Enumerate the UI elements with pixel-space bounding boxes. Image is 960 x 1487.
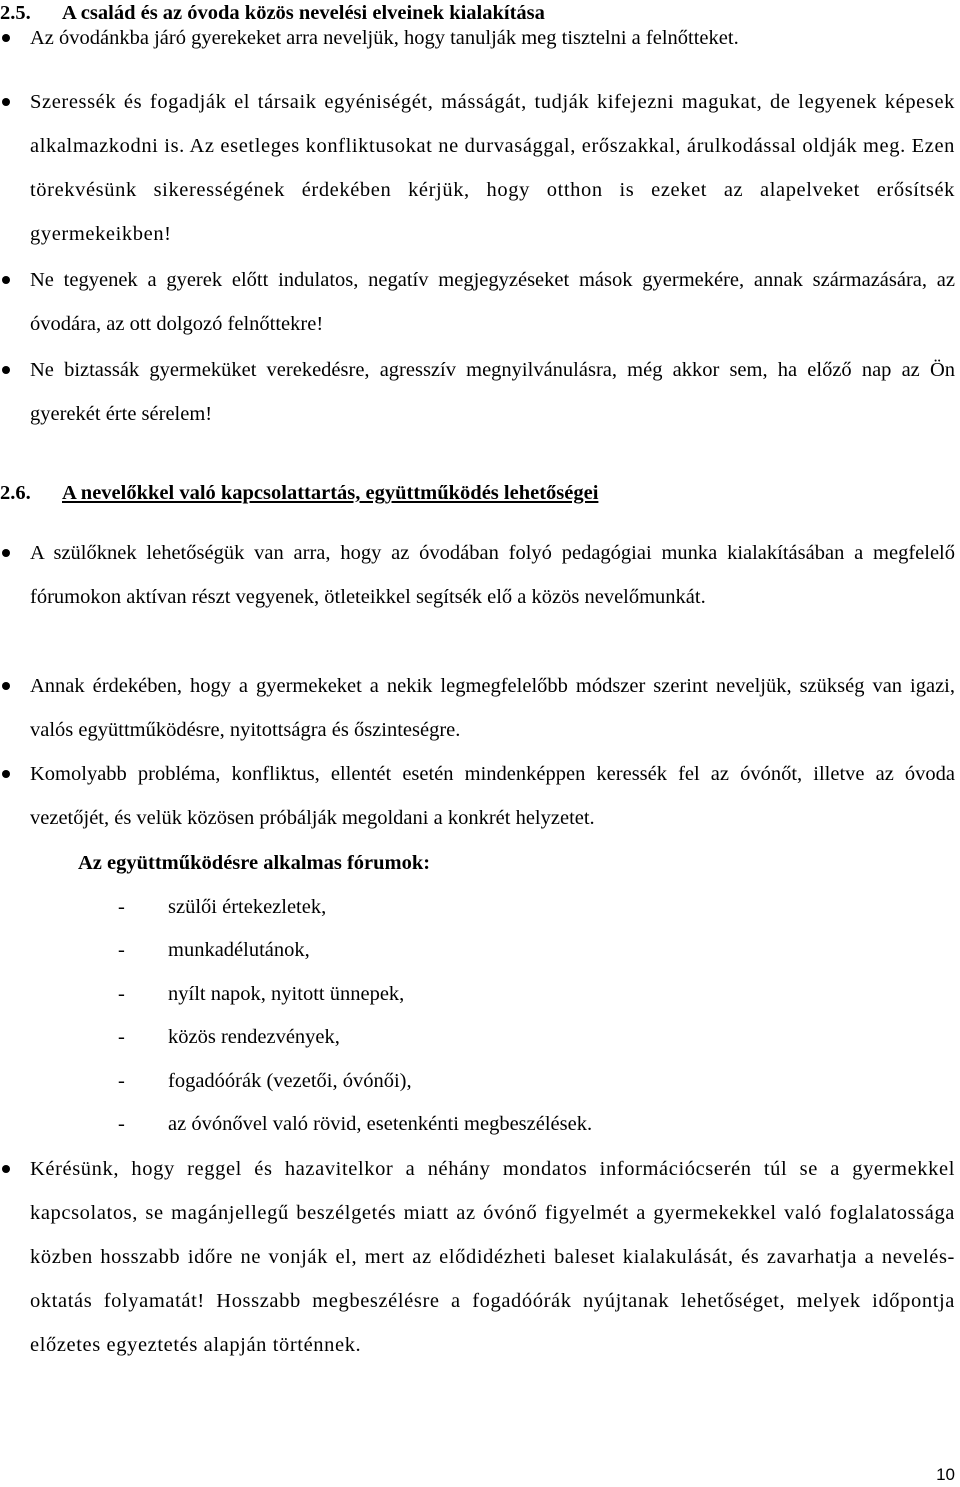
section-2-5-number: 2.5.: [0, 2, 31, 24]
forum-label: az óvónővel való rövid, esetenkénti megbeszélések.: [168, 1113, 593, 1135]
list-item: Ne tegyenek a gyerek előtt indulatos, negatív megjegyzéseket mások gyermekére, annak származására, az óvodára, az ott dolgozó felnőttekre!: [30, 269, 955, 335]
forum-label: fogadóórák (vezetői, óvónői),: [168, 1070, 412, 1092]
dash-marker: -: [118, 939, 125, 961]
list-item: Kérésünk, hogy reggel és hazavitelkor a néhány mondatos információcserén túl se a gyermekkel kapcsolatos, se magánjellegű beszélgetés miatt az óvónő figyelmét a gyermekekkel való foglalatossága közben hosszabb időre ne vonják el, mert az elődidézheti baleset kialakulását, és zavarhatja a nevelés-oktatás folyamatát! Hosszabb megbeszélésre a fogadóórák nyújtanak lehetőséget, melyek időpontja előzetes egyeztetés alapján történnek.: [30, 1158, 955, 1356]
forums-heading: Az együttműködésre alkalmas fórumok:: [78, 852, 431, 874]
dash-marker: -: [118, 1026, 125, 1048]
forum-list-item: [118, 935, 310, 965]
forum-label: nyílt napok, nyitott ünnepek,: [168, 983, 405, 1005]
bullet-icon: [2, 34, 10, 42]
forum-list-item: [118, 979, 404, 1009]
bullet-icon: [2, 1165, 10, 1173]
bullet-icon: [2, 549, 10, 557]
section-2-6-title: A nevelőkkel való kapcsolattartás, együttműködés lehetőségei: [62, 482, 599, 504]
forum-label: munkadélutánok,: [168, 939, 310, 961]
list-item: Szeressék és fogadják el társaik egyéniségét, másságát, tudják kifejezni magukat, de legyenek képesek alkalmazkodni is. Az esetleges konfliktusokat ne durvasággal, erőszakkal, árulkodással oldják meg. Ezen törekvésünk sikerességének érdekében kérjük, hogy otthon is ezeket az alapelveket erősítsék gyermekeikben!: [30, 91, 955, 245]
bullet-icon: [2, 682, 10, 690]
forum-label: szülői értekezletek,: [168, 896, 327, 918]
dash-marker: -: [118, 983, 125, 1005]
forum-label: közös rendezvények,: [168, 1026, 340, 1048]
bullet-icon: [2, 770, 10, 778]
forum-list-item: [118, 892, 326, 922]
forum-list-item: [118, 1109, 592, 1139]
page-number: 10: [936, 1465, 955, 1484]
dash-marker: -: [118, 1113, 125, 1135]
list-item: Komolyabb probléma, konfliktus, ellentét esetén mindenképpen keressék fel az óvónőt, illetve az óvoda vezetőjét, és velük közösen próbálják megoldani a konkrét helyzetet.: [30, 763, 955, 829]
forum-list-item: [118, 1022, 340, 1052]
dash-marker: -: [118, 1070, 125, 1092]
dash-marker: -: [118, 896, 125, 918]
bullet-icon: [2, 276, 10, 284]
section-2-5-title: A család és az óvoda közös nevelési elveinek kialakítása: [62, 2, 545, 24]
bullet-icon: [2, 98, 10, 106]
bullet-icon: [2, 366, 10, 374]
forum-list-item: [118, 1066, 412, 1096]
section-2-6-heading: [0, 480, 598, 506]
list-item: A szülőknek lehetőségük van arra, hogy az óvodában folyó pedagógiai munka kialakításában a megfelelő fórumokon aktívan részt vegyenek, ötleteikkel segítsék elő a közös nevelőmunkát.: [30, 542, 955, 608]
list-item: Az óvodánkba járó gyerekeket arra neveljük, hogy tanulják meg tisztelni a felnőtteket.: [30, 27, 739, 49]
section-2-6-number: 2.6.: [0, 482, 31, 504]
list-item: Annak érdekében, hogy a gyermekeket a nekik legmegfelelőbb módszer szerint neveljük, szükség van igazi, valós együttműködésre, nyitottságra és őszinteségre.: [30, 675, 955, 741]
list-item: Ne biztassák gyermeküket verekedésre, agresszív megnyilvánulásra, még akkor sem, ha előző nap az Ön gyerekét érte sérelem!: [30, 359, 955, 425]
